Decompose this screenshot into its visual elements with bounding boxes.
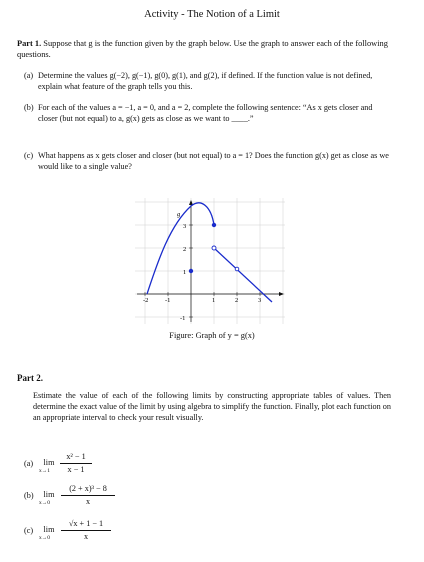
closed-point-marker — [212, 223, 216, 227]
lim-operator: lim — [43, 490, 55, 499]
item-label: (c) — [24, 151, 34, 160]
fraction-denominator: x − 1 — [67, 465, 85, 474]
x-tick-label: 2 — [235, 297, 239, 304]
part2-heading: Part 2. — [17, 373, 43, 383]
closed-point-marker — [189, 269, 193, 273]
y-tick-label: -1 — [180, 315, 186, 322]
part2-instructions: Estimate the value of each of the following limits by constructing appropriate tables of values. Then determine the exact value of the limit by using algebra to simplify the function. Finally, plot each function on an appropriate interval to check your result visually. — [33, 391, 391, 422]
fraction-numerator: x² − 1 — [66, 452, 86, 461]
x-tick-label: 1 — [212, 297, 216, 304]
x-tick-label: -1 — [165, 297, 171, 304]
grid — [135, 198, 285, 324]
item-label: (a) — [24, 71, 34, 80]
fraction-bar — [60, 463, 92, 464]
y-tick-label: 1 — [183, 269, 187, 276]
figure-caption: Figure: Graph of y = g(x) — [169, 331, 255, 340]
lim-approach: x→0 — [39, 535, 50, 541]
fraction-numerator: (2 + x)³ − 8 — [69, 484, 107, 493]
fraction-bar — [61, 495, 115, 496]
part1-item-c — [24, 150, 390, 172]
lim-approach: x→0 — [39, 500, 50, 506]
part1-item-a — [24, 70, 390, 92]
item-text: Determine the values g(−2), g(−1), g(0), g(1), and g(2), if defined. If the function value is not defined, explain what feature of the graph tells you this. — [38, 71, 373, 91]
item-label: (b) — [24, 103, 34, 112]
limit-b — [24, 484, 148, 508]
limit-label: (b) — [24, 491, 34, 500]
y-tick-label: 2 — [183, 246, 187, 253]
fraction-bar — [61, 530, 111, 531]
limit-label: (c) — [24, 526, 34, 535]
fraction-denominator: x — [83, 532, 89, 541]
fraction-numerator: √x + 1 − 1 — [68, 519, 104, 528]
part1-heading: Part 1. — [17, 39, 42, 48]
lim-operator: lim — [43, 458, 55, 467]
fraction-denominator: x — [85, 497, 91, 506]
lim-approach: x→1 — [39, 468, 50, 474]
x-tick-label: -2 — [143, 297, 149, 304]
open-point-marker — [235, 267, 239, 271]
limit-a — [24, 452, 128, 476]
open-point-marker — [212, 246, 216, 250]
limit-label: (a) — [24, 459, 34, 468]
curve-left-branch — [147, 203, 214, 294]
y-tick-label: 3 — [183, 223, 187, 230]
item-text: What happens as x gets closer and closer (but not equal) to a = 1? Does the function g(x) get as close as we would like to a single value? — [38, 151, 389, 171]
limit-c — [24, 519, 148, 543]
item-text: For each of the values a = −1, a = 0, and a = 2, complete the following sentence: “As x gets closer and closer (but not equal) to a, g(x) gets as close as we want to ____.” — [38, 103, 373, 123]
part1-item-b — [24, 102, 390, 124]
part1-intro-text: Suppose that g is the function given by the graph below. Use the graph to answer each of the following questions. — [17, 39, 388, 59]
function-label: g — [177, 211, 181, 218]
function-graph — [135, 198, 285, 324]
part1-intro — [17, 38, 392, 60]
x-tick-label: 3 — [258, 297, 262, 304]
page-title: Activity - The Notion of a Limit — [144, 9, 280, 20]
lim-operator: lim — [43, 525, 55, 534]
